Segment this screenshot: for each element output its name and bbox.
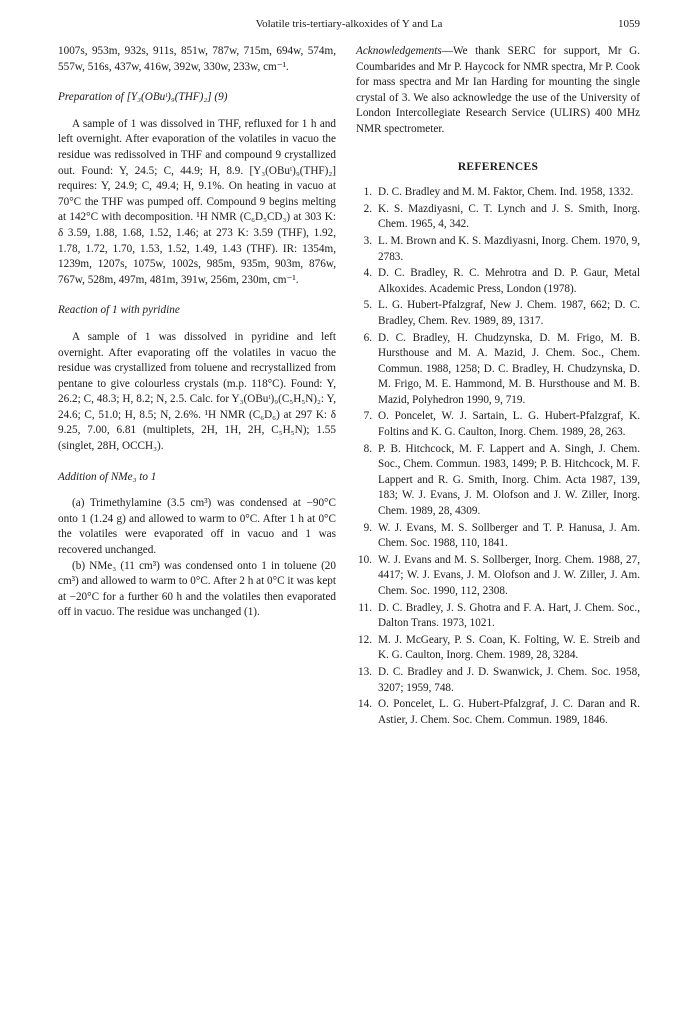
paragraph-pyridine: A sample of 1 was dissolved in pyridine and left overnight. After evaporating off the volatiles in vacuo the residue was crystallized from toluene and recrystallized from pentane to give colourless crystals (m.p. 118°C). Found: Y, 26.2; C, 48.3; H, 8.2; N, 2.5. Calc. for Y₃(OBuᵗ)₉(C₅H₅N)₂: Y, 24.6; C, 51.0; H, 8.5; N, 2.6%. ¹H NMR (C₆D₆) at 297 K: δ 9.25, 7.00, 6.81 (multiplets, 2H, 1H, 2H, C₅H₅N); 1.55 (singlet, 28H, OCCH₃).: [58, 330, 336, 453]
reference-number: 12.: [358, 633, 372, 646]
reference-item: [356, 298, 640, 329]
reference-item: [356, 601, 640, 632]
reference-text: O. Poncelet, L. G. Hubert-Pfalzgraf, J. C. Daran and R. Astier, J. Chem. Soc. Chem. Commun. 1989, 1846.: [378, 698, 640, 726]
reference-number: 7.: [363, 410, 372, 423]
reference-text: W. J. Evans, M. S. Sollberger and T. P. Hanusa, J. Am. Chem. Soc. 1988, 110, 1841.: [378, 521, 640, 550]
reference-item: [356, 442, 640, 520]
reference-text: D. C. Bradley, R. C. Mehrotra and D. P. Gaur, Metal Alkoxides. Academic Press, London (1978).: [378, 267, 640, 295]
reference-text: D. C. Bradley, H. Chudzynska, D. M. Frigo, M. B. Hursthouse and M. A. Mazid, J. Chem. Soc., Chem. Commun. 1988, 1258; D. C. Bradley, H. Chudzynska, D. M. Frigo, M. E. Hammond, M. B. Hursthouse and M. B. Mazid, Polyhedron 1990, 9, 719.: [378, 331, 640, 406]
reference-item: [356, 409, 640, 440]
references-heading: REFERENCES: [457, 160, 539, 173]
acknowledgements: [356, 44, 640, 138]
reference-item: [356, 331, 640, 409]
paragraph-nme3-b: (b) NMe₃ (11 cm³) was condensed onto 1 in toluene (20 cm³) and allowed to warm to 0°C. After 2 h at 0°C it was kept at −20°C for a further 60 h and the volatiles then evaporated off in vacuo. The residue was unchanged (1).: [58, 559, 336, 619]
reference-number: 4.: [363, 267, 372, 280]
page-number: 1059: [618, 18, 640, 30]
right-column: [356, 44, 640, 729]
paragraph-nme3-a: (a) Trimethylamine (3.5 cm³) was condensed at −90°C onto 1 (1.24 g) and allowed to warm to 0°C. After 1 h at 0°C the volatiles were evaporated off in vacuo and 1 was recovered unchanged.: [58, 497, 336, 557]
reference-item: [356, 202, 640, 233]
reference-number: 11.: [358, 601, 372, 614]
reference-text: K. S. Mazdiyasni, C. T. Lynch and J. S. Smith, Inorg. Chem. 1965, 4, 342.: [378, 202, 640, 231]
reference-item: [356, 185, 640, 201]
paragraph-preparation: A sample of 1 was dissolved in THF, refluxed for 1 h and left overnight. After evaporation of the volatiles in vacuo the residue was redissolved in THF and compound 9 crystallized out. Found: Y, 24.5; C, 44.9; H, 8.9. [Y₃(OBuᵗ)₉(THF)₂] requires: Y, 24.9; C, 49.4; H, 9.1%. On heating in vacuo at 70°C the THF was pumped off. Compound 9 begins melting at 142°C with decomposition. ¹H NMR (C₆D₅CD₃) at 303 K: δ 3.59, 1.88, 1.68, 1.52, 1.46; at 273 K: 3.59 (THF), 1.92, 1.78, 1.72, 1.70, 1.53, 1.52, 1.49, 1.43 (THF). IR: 1354m, 1239m, 1207s, 1075w, 1002s, 985m, 935m, 903m, 876w, 767w, 528m, 497m, 481m, 391w, 256m, 230m, cm⁻¹.: [58, 117, 336, 286]
reference-text: L. M. Brown and K. S. Mazdiyasni, Inorg. Chem. 1970, 9, 2783.: [378, 234, 640, 263]
reference-text: L. G. Hubert-Pfalzgraf, New J. Chem. 1987, 662; D. C. Bradley, Chem. Rev. 1989, 89, 1317.: [378, 299, 640, 327]
reference-number: 8.: [363, 442, 372, 455]
reference-text: P. B. Hitchcock, M. F. Lappert and A. Singh, J. Chem. Soc., Chem. Commun. 1983, 1499; P. B. Hitchcock, M. F. Lappert and R. G. Smith, Inorg. Chim. Acta 1987, 139, 183; W. J. Evans, J. M. Olofson and J. W. Ziller, Inorg. Chem. 1989, 28, 4309.: [378, 442, 640, 518]
reference-item: [356, 234, 640, 265]
reference-number: 5.: [363, 299, 372, 312]
reference-item: [356, 633, 640, 664]
reference-number: 14.: [358, 698, 372, 711]
reference-item: [356, 266, 640, 297]
reference-number: 6.: [363, 331, 372, 344]
reference-number: 10.: [358, 553, 372, 566]
section-heading-pyridine: Reaction of 1 with pyridine: [58, 304, 180, 317]
reference-number: 13.: [358, 665, 372, 678]
reference-text: W. J. Evans and M. S. Sollberger, Inorg. Chem. 1988, 27, 4417; W. J. Evans, J. M. Olofson and J. W. Ziller, J. Am. Chem. Soc. 1990, 112, 2308.: [378, 553, 640, 597]
reference-text: D. C. Bradley and J. D. Swanwick, J. Chem. Soc. 1958, 3207; 1959, 748.: [378, 665, 640, 694]
acknowledgements-label: Acknowledgements: [356, 45, 442, 57]
acknowledgements-text: —We thank SERC for support, Mr G. Coumbarides and Mr P. Haycock for NMR spectra, Mr P. Cook for mass spectra and Mr Ian Harding for mounting the single crystal of 3. We also acknowledge the use of the University of London Intercollegiate Research Service (ULIRS) 400 MHz NMR spectrometer.: [356, 45, 640, 135]
reference-item: [356, 697, 640, 728]
reference-item: [356, 665, 640, 696]
reference-text: D. C. Bradley, J. S. Ghotra and F. A. Hart, J. Chem. Soc., Dalton Trans. 1973, 1021.: [378, 601, 640, 630]
reference-item: [356, 521, 640, 552]
running-header: [58, 18, 640, 34]
ir-data-continuation: 1007s, 953m, 932s, 911s, 851w, 787w, 715m, 694w, 574m, 557w, 516s, 437w, 416w, 392w, 330w, 233w, cm⁻¹.: [58, 45, 336, 73]
references-list: [356, 185, 640, 728]
reference-number: 9.: [363, 521, 372, 534]
reference-text: M. J. McGeary, P. S. Coan, K. Folting, W. E. Streib and K. G. Caulton, Inorg. Chem. 1989, 28, 3284.: [378, 633, 640, 662]
reference-number: 2.: [363, 202, 372, 215]
left-column: [58, 44, 336, 621]
reference-number: 3.: [363, 234, 372, 247]
running-title: Volatile tris-tertiary-alkoxides of Y and La: [255, 18, 443, 30]
section-heading-nme3: Addition of NMe₃ to 1: [58, 470, 157, 483]
reference-text: O. Poncelet, W. J. Sartain, L. G. Hubert-Pfalzgraf, K. Foltins and K. G. Caulton, Inorg. Chem. 1989, 28, 263.: [378, 410, 640, 439]
reference-text: D. C. Bradley and M. M. Faktor, Chem. Ind. 1958, 1332.: [378, 186, 634, 199]
reference-number: 1.: [363, 186, 372, 199]
reference-item: [356, 553, 640, 600]
section-heading-preparation: Preparation of [Y₃(OBuᵗ)₉(THF)₂] (9): [58, 91, 228, 104]
